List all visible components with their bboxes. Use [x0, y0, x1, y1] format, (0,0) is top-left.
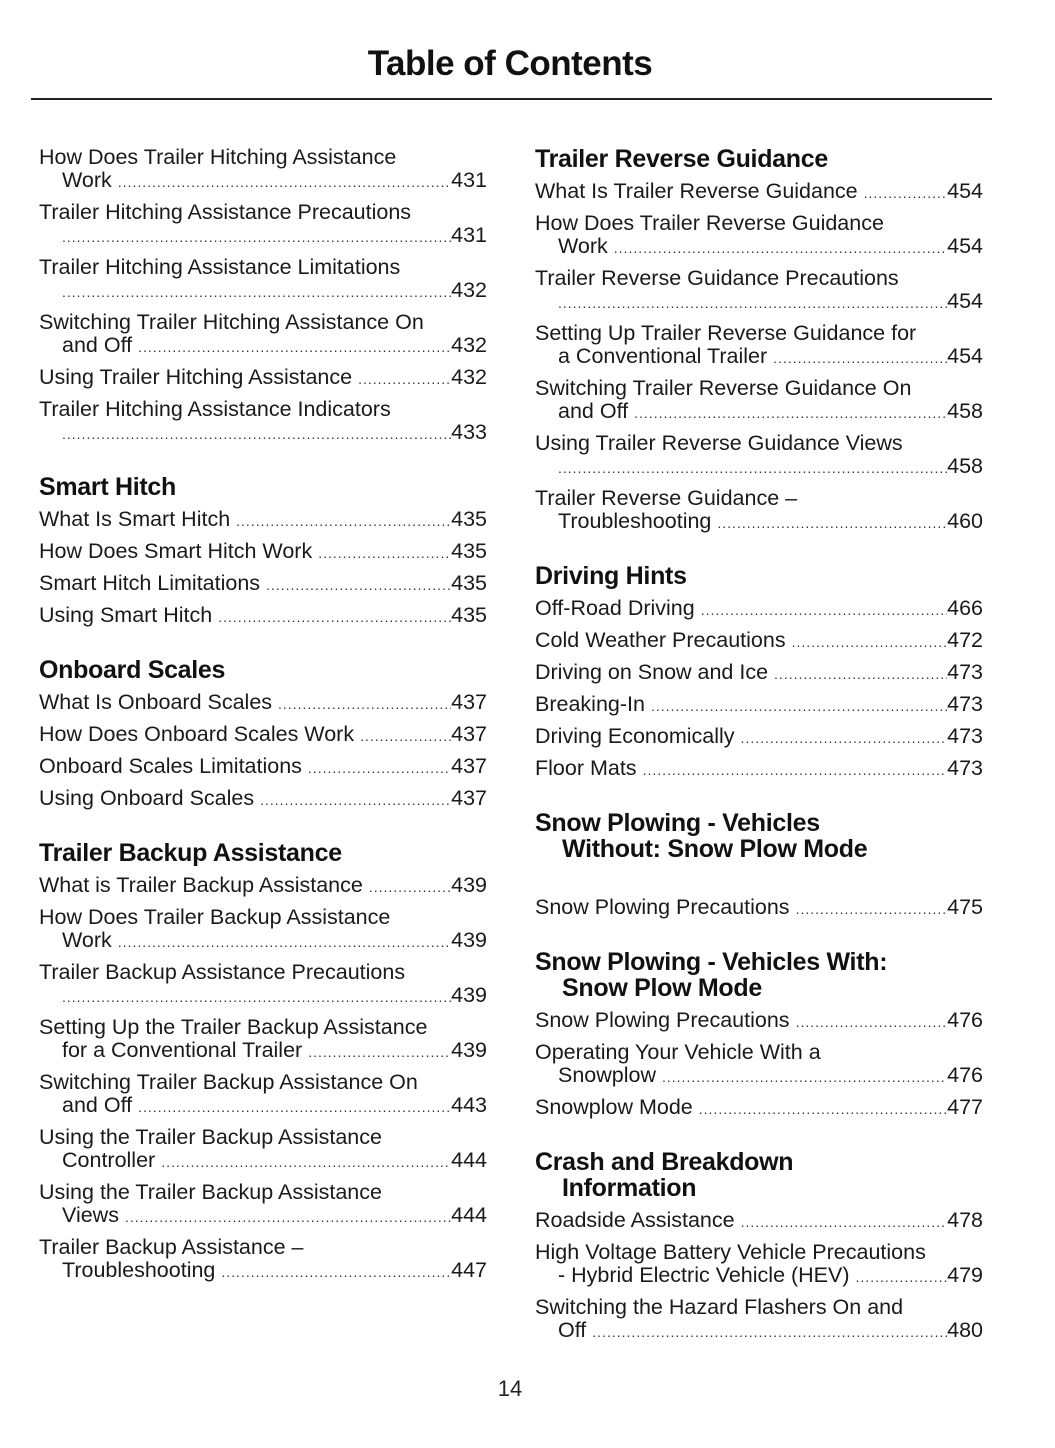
entry-title: Using Trailer Hitching Assistance	[39, 365, 353, 389]
toc-entry[interactable]	[535, 267, 983, 315]
entry-leader-line	[535, 597, 983, 622]
dot-leader	[62, 226, 451, 249]
entry-leader-line	[39, 334, 487, 359]
toc-entry[interactable]	[39, 201, 487, 249]
entry-page-number: 437	[451, 690, 487, 714]
entry-page-number: 439	[451, 1038, 487, 1062]
entry-title: Off-Road Driving	[535, 596, 695, 620]
entry-title-line1: Trailer Backup Assistance –	[39, 1235, 304, 1259]
entry-leader-line	[39, 1094, 487, 1119]
toc-entry[interactable]	[39, 874, 487, 899]
dot-leader	[308, 1041, 451, 1064]
dot-leader	[614, 237, 947, 260]
entry-page-number: 454	[947, 234, 983, 258]
toc-entry[interactable]	[39, 787, 487, 812]
entry-title-line2: Views	[62, 1203, 119, 1227]
dot-leader	[592, 1321, 947, 1344]
entry-leader-line	[39, 984, 487, 1009]
entry-leader-line	[535, 235, 983, 260]
entry-page-number: 435	[451, 603, 487, 627]
toc-entry[interactable]	[39, 1126, 487, 1174]
toc-section-trailer-backup-assistance	[39, 840, 487, 1284]
title-divider	[31, 98, 992, 100]
dot-leader	[236, 510, 451, 533]
entry-leader-line	[39, 169, 487, 194]
entry-page-number: 432	[451, 365, 487, 389]
dot-leader	[774, 663, 947, 686]
entry-title: How Does Onboard Scales Work	[39, 722, 355, 746]
entry-leader-line	[39, 723, 487, 748]
section-spacer	[39, 819, 487, 840]
toc-entry[interactable]	[535, 487, 983, 535]
dot-leader	[308, 757, 451, 780]
section-heading-continuation: Snow Plow Mode	[562, 974, 762, 1002]
entry-leader-line	[535, 510, 983, 535]
entry-title-line1: Using Trailer Reverse Guidance Views	[535, 431, 903, 455]
entry-page-number: 435	[451, 539, 487, 563]
section-spacer	[39, 636, 487, 657]
entry-page-number: 431	[451, 168, 487, 192]
entry-page-number: 473	[947, 692, 983, 716]
toc-entry[interactable]	[535, 180, 983, 205]
entry-page-number: 435	[451, 571, 487, 595]
toc-entry[interactable]	[535, 661, 983, 686]
entry-title-line1: Operating Your Vehicle With a	[535, 1040, 821, 1064]
dot-leader	[643, 759, 948, 782]
entry-leader-line	[535, 1096, 983, 1121]
toc-entry[interactable]	[535, 377, 983, 425]
entry-title-line2: Off	[558, 1318, 587, 1342]
dot-leader	[118, 171, 451, 194]
entry-page-number: 475	[947, 895, 983, 919]
toc-section-crash-and-breakdown	[535, 1149, 983, 1344]
entry-leader-line	[39, 279, 487, 304]
section-heading[interactable]	[39, 474, 487, 500]
entry-page-number: 476	[947, 1063, 983, 1087]
section-spacer	[535, 542, 983, 563]
entry-title: What Is Smart Hitch	[39, 507, 231, 531]
entry-title-line1: Trailer Hitching Assistance Indicators	[39, 397, 391, 421]
entry-page-number: 432	[451, 333, 487, 357]
entry-leader-line	[535, 629, 983, 654]
dot-leader	[634, 402, 947, 425]
entry-title-line1: Switching Trailer Reverse Guidance On	[535, 376, 912, 400]
section-heading-text: Trailer Backup Assistance	[39, 839, 342, 867]
section-heading[interactable]	[535, 563, 983, 589]
dot-leader	[125, 1206, 451, 1229]
page-number: 14	[497, 1376, 523, 1401]
entry-page-number: 447	[451, 1258, 487, 1282]
entry-leader-line	[39, 691, 487, 716]
dot-leader	[138, 336, 451, 359]
entry-page-number: 473	[947, 756, 983, 780]
toc-entry[interactable]	[535, 432, 983, 480]
toc-section-snow-plowing-vehicles	[535, 810, 983, 921]
dot-leader	[741, 1211, 948, 1234]
section-heading-text: Trailer Reverse Guidance	[535, 145, 828, 173]
entry-page-number: 458	[947, 454, 983, 478]
toc-entry[interactable]	[39, 961, 487, 1009]
entry-page-number: 439	[451, 983, 487, 1007]
entry-title-line2: - Hybrid Electric Vehicle (HEV)	[558, 1263, 850, 1287]
toc-entry[interactable]	[39, 540, 487, 565]
entry-page-number: 454	[947, 289, 983, 313]
entry-page-number: 476	[947, 1008, 983, 1032]
toc-section-smart-hitch	[39, 474, 487, 629]
entry-title: Driving on Snow and Ice	[535, 660, 769, 684]
toc-entry[interactable]	[39, 604, 487, 629]
entry-page-number: 439	[451, 928, 487, 952]
entry-leader-line	[535, 345, 983, 370]
toc-entry[interactable]	[39, 906, 487, 954]
entry-title-line1: Switching Trailer Hitching Assistance On	[39, 310, 424, 334]
entry-title-line2: and Off	[62, 333, 133, 357]
section-heading-text: Smart Hitch	[39, 473, 177, 501]
entry-title: Using Smart Hitch	[39, 603, 213, 627]
dot-leader	[558, 457, 947, 480]
entry-title-line2: Troubleshooting	[62, 1258, 216, 1282]
dot-leader	[278, 693, 451, 716]
section-heading[interactable]	[535, 146, 983, 172]
dot-leader	[651, 695, 947, 718]
entry-leader-line	[535, 1319, 983, 1344]
entry-page-number: 433	[451, 420, 487, 444]
toc-entry[interactable]	[535, 629, 983, 654]
section-spacer	[535, 1128, 983, 1149]
entry-leader-line	[535, 1209, 983, 1234]
dot-leader	[796, 1011, 948, 1034]
toc-entry[interactable]	[535, 597, 983, 622]
entry-title-line1: High Voltage Battery Vehicle Precautions	[535, 1240, 926, 1264]
entry-leader-line	[39, 1149, 487, 1174]
section-heading-continuation: Without: Snow Plow Mode	[562, 835, 868, 863]
entry-leader-line	[535, 725, 983, 750]
entry-page-number: 444	[451, 1148, 487, 1172]
entry-page-number: 431	[451, 223, 487, 247]
entry-leader-line	[535, 1064, 983, 1089]
toc-section-driving-hints	[535, 563, 983, 782]
entry-leader-line	[39, 755, 487, 780]
entry-title-line1: Trailer Hitching Assistance Limitations	[39, 255, 401, 279]
entry-title-line2: Work	[62, 168, 112, 192]
toc-section-trailer-reverse-guidance	[535, 146, 983, 535]
section-heading-continuation: Information	[562, 1174, 697, 1202]
entry-leader-line	[39, 874, 487, 899]
entry-title-line1: Using the Trailer Backup Assistance	[39, 1180, 382, 1204]
dot-leader	[358, 368, 451, 391]
entry-title-line2: Troubleshooting	[558, 509, 712, 533]
entry-title-line1: Trailer Reverse Guidance Precautions	[535, 266, 899, 290]
entry-page-number: 473	[947, 724, 983, 748]
entry-page-number: 473	[947, 660, 983, 684]
dot-leader	[558, 292, 947, 315]
toc-entry[interactable]	[39, 1071, 487, 1119]
entry-title: Snow Plowing Precautions	[535, 1008, 790, 1032]
entry-title: Snowplow Mode	[535, 1095, 693, 1119]
entry-leader-line	[535, 896, 983, 921]
section-spacer	[535, 928, 983, 949]
entry-leader-line	[39, 540, 487, 565]
entry-title: What Is Onboard Scales	[39, 690, 273, 714]
entry-leader-line	[535, 757, 983, 782]
entry-leader-line	[39, 1204, 487, 1229]
toc-entry[interactable]	[39, 256, 487, 304]
entry-title: How Does Smart Hitch Work	[39, 539, 313, 563]
entry-page-number: 437	[451, 754, 487, 778]
entry-title-line1: Switching Trailer Backup Assistance On	[39, 1070, 418, 1094]
entry-title-line2: and Off	[558, 399, 629, 423]
entry-page-number: 480	[947, 1318, 983, 1342]
toc-entry[interactable]	[535, 212, 983, 260]
section-heading-text: Snow Plowing - Vehicles With:	[535, 948, 888, 976]
entry-page-number: 437	[451, 786, 487, 810]
section-spacer	[535, 789, 983, 810]
entry-title-line1: Switching the Hazard Flashers On and	[535, 1295, 904, 1319]
entry-title: Onboard Scales Limitations	[39, 754, 302, 778]
section-heading-text: Crash and Breakdown	[535, 1148, 794, 1176]
entry-leader-line	[39, 421, 487, 446]
toc-entry[interactable]	[39, 691, 487, 716]
section-heading[interactable]	[39, 840, 487, 866]
section-spacer	[39, 453, 487, 474]
entry-page-number: 454	[947, 344, 983, 368]
entry-page-number: 479	[947, 1263, 983, 1287]
entry-leader-line	[535, 693, 983, 718]
entry-leader-line	[535, 290, 983, 315]
dot-leader	[221, 1261, 451, 1284]
entry-title: What is Trailer Backup Assistance	[39, 873, 363, 897]
entry-leader-line	[39, 1039, 487, 1064]
page-title: Table of Contents	[367, 44, 653, 83]
entry-title-line2: for a Conventional Trailer	[62, 1038, 303, 1062]
toc-entry[interactable]	[535, 1041, 983, 1089]
entry-title-line1: Setting Up Trailer Reverse Guidance for	[535, 321, 917, 345]
toc-entry[interactable]	[39, 755, 487, 780]
entry-title-line1: How Does Trailer Hitching Assistance	[39, 145, 397, 169]
entry-title-line1: How Does Trailer Backup Assistance	[39, 905, 391, 929]
entry-page-number: 460	[947, 509, 983, 533]
entry-leader-line	[535, 180, 983, 205]
entry-leader-line	[39, 224, 487, 249]
entry-leader-line	[39, 572, 487, 597]
left-column	[39, 146, 487, 1291]
toc-entry[interactable]	[535, 725, 983, 750]
section-heading[interactable]	[535, 949, 983, 1001]
entry-leader-line	[39, 366, 487, 391]
entry-leader-line	[535, 1264, 983, 1289]
toc-entry[interactable]	[39, 1181, 487, 1229]
section-heading-text: Snow Plowing - Vehicles	[535, 809, 820, 837]
toc-section	[39, 146, 487, 446]
section-heading[interactable]	[535, 1149, 983, 1201]
toc-entry[interactable]	[535, 1209, 983, 1234]
dot-leader	[138, 1096, 451, 1119]
entry-title-line2: Controller	[62, 1148, 156, 1172]
dot-leader	[118, 931, 451, 954]
dot-leader	[266, 574, 451, 597]
entry-title: Floor Mats	[535, 756, 637, 780]
entry-title: Cold Weather Precautions	[535, 628, 786, 652]
dot-leader	[369, 876, 451, 899]
dot-leader	[318, 542, 451, 565]
entry-title: Snow Plowing Precautions	[535, 895, 790, 919]
dot-leader	[792, 631, 948, 654]
dot-leader	[864, 182, 947, 205]
toc-section-snow-plowing-vehicles-with	[535, 949, 983, 1121]
toc-entry[interactable]	[535, 1296, 983, 1344]
right-column	[535, 146, 983, 1351]
entry-title-line2: Work	[62, 928, 112, 952]
entry-title: Using Onboard Scales	[39, 786, 255, 810]
dot-leader	[260, 789, 451, 812]
entry-title: Smart Hitch Limitations	[39, 571, 261, 595]
section-heading[interactable]	[39, 657, 487, 683]
entry-title-line2: Snowplow	[558, 1063, 656, 1087]
entry-title: Breaking-In	[535, 692, 645, 716]
entry-page-number: 437	[451, 722, 487, 746]
toc-entry[interactable]	[535, 896, 983, 921]
entry-leader-line	[39, 787, 487, 812]
entry-page-number: 444	[451, 1203, 487, 1227]
section-heading-text: Onboard Scales	[39, 656, 226, 684]
dot-leader	[62, 423, 451, 446]
entry-title-line2: Work	[558, 234, 608, 258]
toc-entry[interactable]	[535, 1096, 983, 1121]
toc-entry[interactable]	[535, 693, 983, 718]
entry-leader-line	[39, 508, 487, 533]
entry-page-number: 477	[947, 1095, 983, 1119]
entry-title-line2: a Conventional Trailer	[558, 344, 768, 368]
entry-leader-line	[535, 1009, 983, 1034]
entry-page-number: 472	[947, 628, 983, 652]
entry-title: Roadside Assistance	[535, 1208, 735, 1232]
dot-leader	[161, 1151, 451, 1174]
dot-leader	[701, 599, 947, 622]
entry-title-line1: How Does Trailer Reverse Guidance	[535, 211, 884, 235]
toc-entry[interactable]	[39, 146, 487, 194]
toc-entry[interactable]	[535, 1241, 983, 1289]
toc-entry[interactable]	[39, 508, 487, 533]
entry-title-line1: Setting Up the Trailer Backup Assistance	[39, 1015, 428, 1039]
entry-title: What Is Trailer Reverse Guidance	[535, 179, 858, 203]
toc-entry[interactable]	[39, 311, 487, 359]
dot-leader	[796, 898, 948, 921]
toc-entry[interactable]	[39, 1236, 487, 1284]
entry-title-line1: Using the Trailer Backup Assistance	[39, 1125, 382, 1149]
toc-entry[interactable]	[535, 757, 983, 782]
entry-page-number: 439	[451, 873, 487, 897]
toc-entry[interactable]	[39, 572, 487, 597]
dot-leader	[741, 727, 948, 750]
entry-leader-line	[535, 400, 983, 425]
entry-page-number: 435	[451, 507, 487, 531]
entry-page-number: 443	[451, 1093, 487, 1117]
entry-page-number: 466	[947, 596, 983, 620]
toc-entry[interactable]	[535, 322, 983, 370]
entry-page-number: 458	[947, 399, 983, 423]
entry-title-line1: Trailer Reverse Guidance –	[535, 486, 798, 510]
dot-leader	[662, 1066, 947, 1089]
entry-page-number: 478	[947, 1208, 983, 1232]
entry-page-number: 432	[451, 278, 487, 302]
entry-leader-line	[535, 661, 983, 686]
toc-entry[interactable]	[535, 1009, 983, 1034]
dot-leader	[62, 281, 451, 304]
dot-leader	[360, 725, 451, 748]
toc-section-onboard-scales	[39, 657, 487, 812]
entry-title-line2: and Off	[62, 1093, 133, 1117]
dot-leader	[773, 347, 947, 370]
dot-leader	[699, 1098, 947, 1121]
section-heading[interactable]	[535, 810, 983, 862]
entry-title-line1: Trailer Backup Assistance Precautions	[39, 960, 406, 984]
dot-leader	[717, 512, 947, 535]
toc-entry[interactable]	[39, 1016, 487, 1064]
dot-leader	[62, 986, 451, 1009]
toc-entry[interactable]	[39, 723, 487, 748]
entry-leader-line	[535, 455, 983, 480]
entry-leader-line	[39, 1259, 487, 1284]
entry-leader-line	[39, 604, 487, 629]
toc-entry[interactable]	[39, 398, 487, 446]
section-heading-text: Driving Hints	[535, 562, 687, 590]
dot-leader	[856, 1266, 948, 1289]
toc-entry[interactable]	[39, 366, 487, 391]
entry-title: Driving Economically	[535, 724, 735, 748]
entry-title-line1: Trailer Hitching Assistance Precautions	[39, 200, 412, 224]
dot-leader	[218, 606, 451, 629]
entry-page-number: 454	[947, 179, 983, 203]
entry-leader-line	[39, 929, 487, 954]
